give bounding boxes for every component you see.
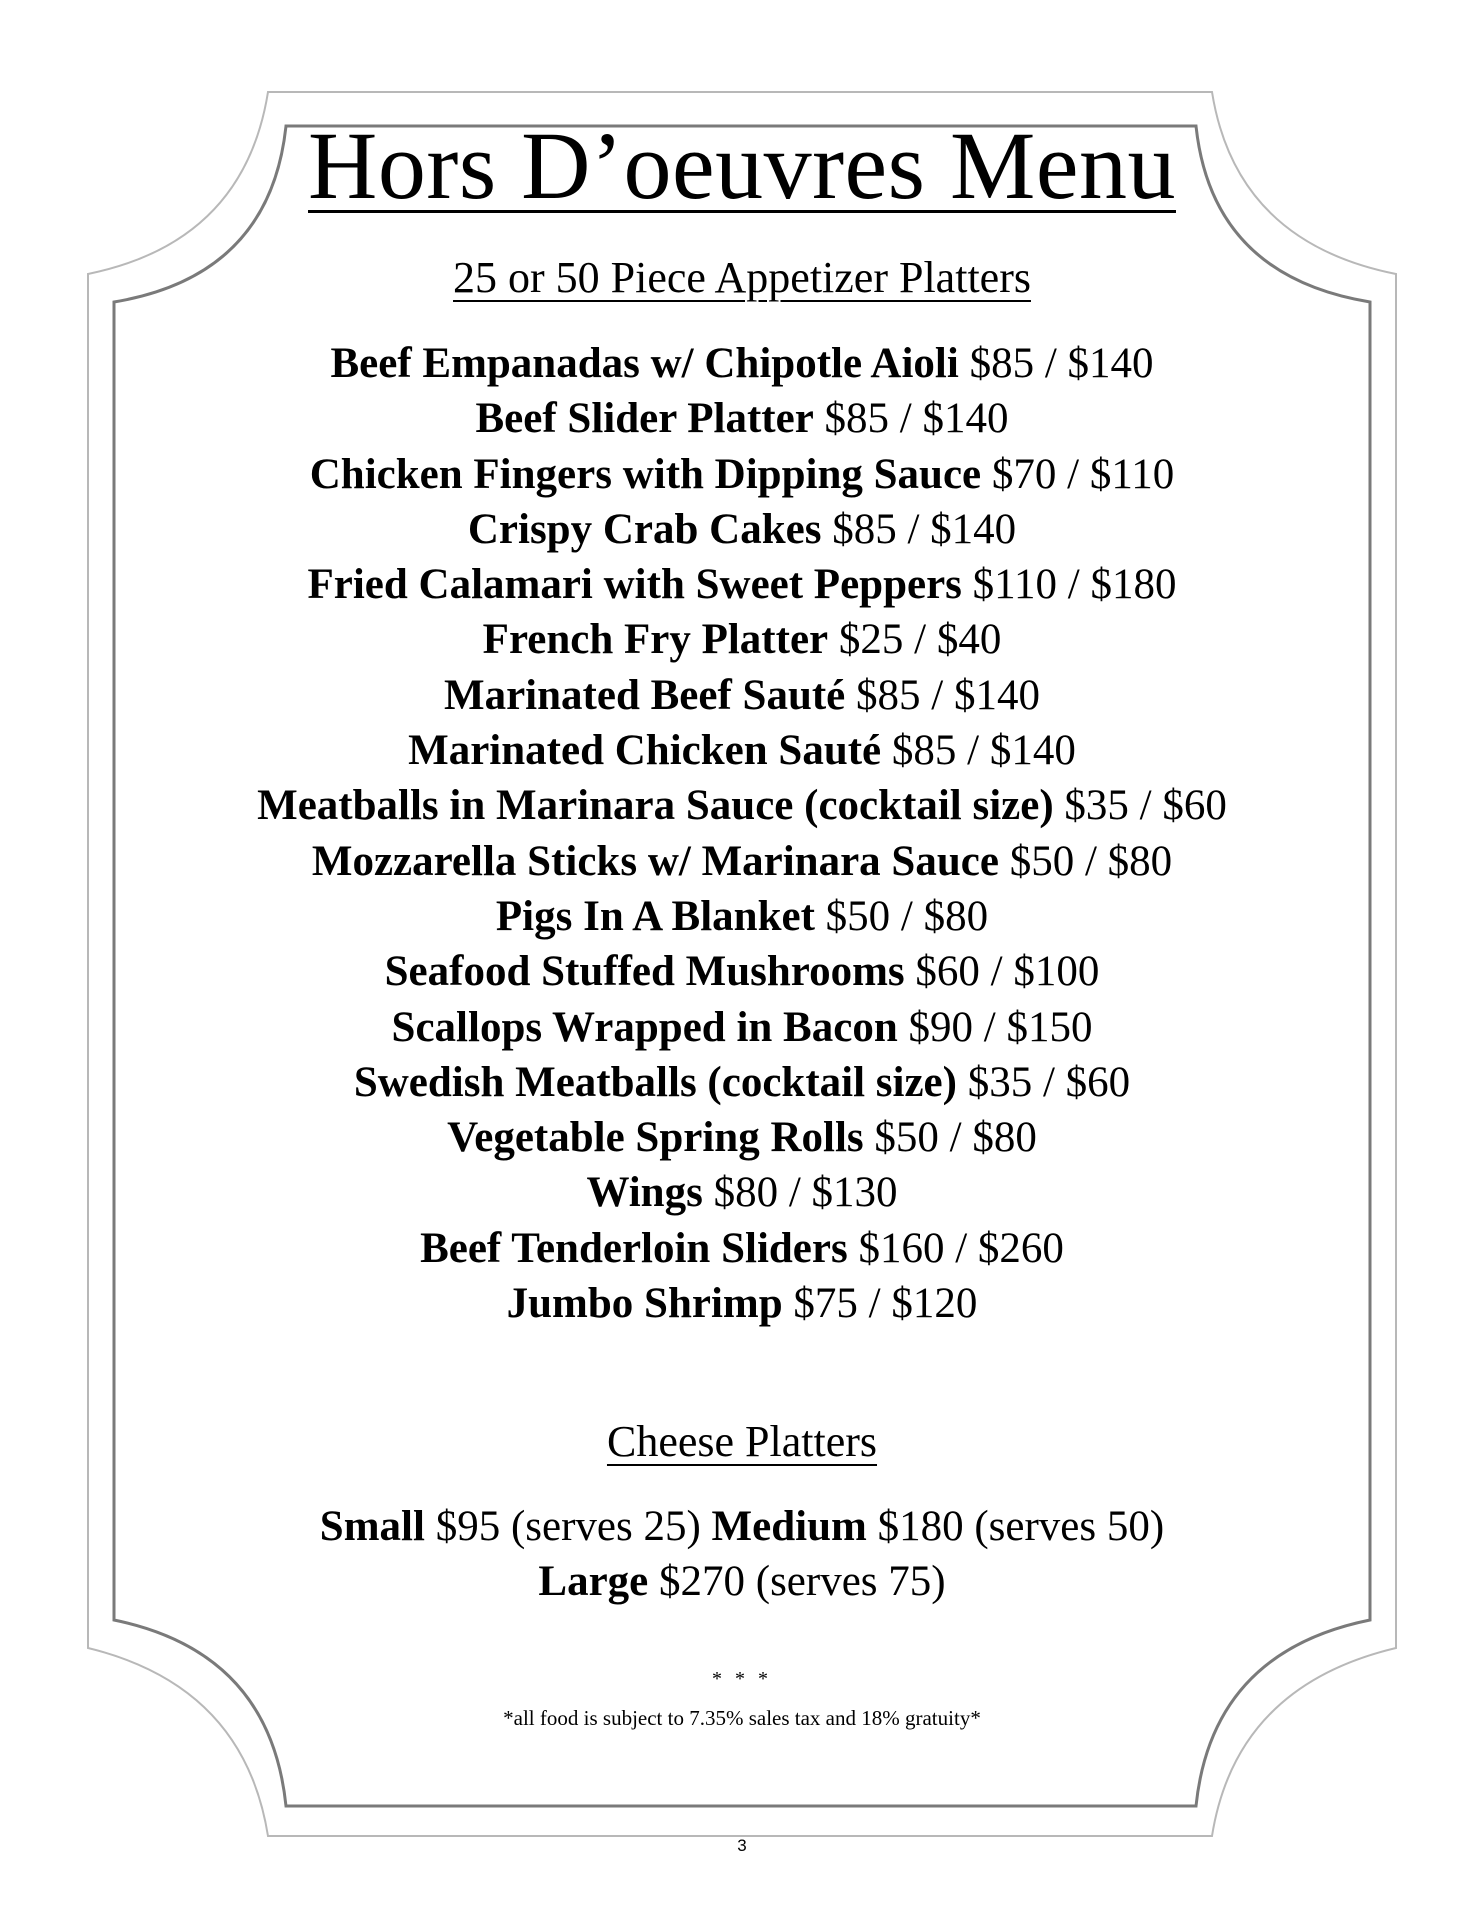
menu-item-price: $25 / $40 bbox=[838, 616, 1002, 664]
menu-item-price: $60 / $100 bbox=[915, 948, 1100, 996]
appetizer-menu-list bbox=[0, 336, 1484, 1331]
menu-item-name: Crispy Crab Cakes bbox=[467, 505, 822, 553]
menu-item bbox=[0, 447, 1484, 502]
menu-item-price: $50 / $80 bbox=[874, 1114, 1037, 1162]
cheese-small-label: Small bbox=[319, 1503, 425, 1550]
menu-item-price: $85 / $140 bbox=[969, 340, 1154, 387]
menu-item-price: $50 / $80 bbox=[1009, 837, 1173, 885]
menu-item bbox=[0, 723, 1484, 778]
menu-item-price: $75 / $120 bbox=[793, 1280, 978, 1328]
menu-item bbox=[0, 778, 1484, 833]
menu-item-price: $85 / $140 bbox=[824, 395, 1009, 443]
separator-stars: * * * bbox=[712, 1668, 772, 1690]
menu-item bbox=[0, 391, 1484, 446]
menu-item bbox=[0, 834, 1484, 889]
cheese-small-price: $95 (serves 25) bbox=[435, 1503, 701, 1550]
menu-item-name: Meatballs in Marinara Sauce (cocktail size) bbox=[257, 782, 1054, 830]
menu-item bbox=[0, 889, 1484, 944]
menu-item-name: Jumbo Shrimp bbox=[506, 1280, 783, 1328]
menu-item bbox=[0, 1276, 1484, 1331]
menu-item bbox=[0, 668, 1484, 723]
menu-item-name: Beef Empanadas w/ Chipotle Aioli bbox=[330, 340, 959, 387]
menu-item bbox=[0, 1000, 1484, 1055]
cheese-medium-label: Medium bbox=[711, 1503, 867, 1550]
appetizer-platters-heading: 25 or 50 Piece Appetizer Platters bbox=[453, 253, 1031, 302]
menu-item-name: Pigs In A Blanket bbox=[495, 892, 815, 940]
page-title-text: Hors D’oeuvres Menu bbox=[308, 112, 1176, 219]
menu-item-price: $80 / $130 bbox=[713, 1169, 898, 1217]
cheese-platters-heading: Cheese Platters bbox=[606, 1417, 878, 1466]
menu-item-name: Beef Tenderloin Sliders bbox=[420, 1224, 848, 1272]
menu-item bbox=[0, 944, 1484, 999]
tax-gratuity-footnote: *all food is subject to 7.35% sales tax and 18% gratuity* bbox=[503, 1706, 981, 1730]
cheese-large-label: Large bbox=[538, 1558, 649, 1605]
menu-item-name: Chicken Fingers with Dipping Sauce bbox=[309, 450, 982, 498]
menu-item-price: $50 / $80 bbox=[825, 892, 989, 940]
menu-item-name: Wings bbox=[586, 1169, 703, 1217]
page-title bbox=[0, 112, 1484, 219]
cheese-medium-price: $180 (serves 50) bbox=[877, 1503, 1165, 1550]
menu-item-name: Scallops Wrapped in Bacon bbox=[391, 1003, 898, 1051]
menu-item bbox=[0, 1165, 1484, 1220]
menu-item bbox=[0, 612, 1484, 667]
menu-item-price: $90 / $150 bbox=[908, 1003, 1093, 1051]
menu-item-name: Vegetable Spring Rolls bbox=[447, 1114, 864, 1162]
menu-item-price: $35 / $60 bbox=[1064, 782, 1227, 830]
menu-item-price: $70 / $110 bbox=[991, 450, 1175, 498]
menu-item bbox=[0, 557, 1484, 612]
menu-item-name: Seafood Stuffed Mushrooms bbox=[384, 948, 905, 996]
cheese-line-small-medium bbox=[0, 1505, 1484, 1548]
cheese-large-price: $270 (serves 75) bbox=[659, 1558, 946, 1605]
menu-item bbox=[0, 1110, 1484, 1165]
menu-item-price: $85 / $140 bbox=[856, 671, 1040, 719]
menu-item-price: $110 / $180 bbox=[972, 561, 1177, 609]
menu-item-name: Beef Slider Platter bbox=[475, 395, 814, 443]
menu-item-name: Mozzarella Sticks w/ Marinara Sauce bbox=[311, 837, 999, 885]
menu-item-price: $35 / $60 bbox=[967, 1058, 1131, 1106]
menu-item bbox=[0, 502, 1484, 557]
menu-item bbox=[0, 1221, 1484, 1276]
menu-item-name: Fried Calamari with Sweet Peppers bbox=[307, 561, 962, 609]
page-number: 3 bbox=[737, 1836, 747, 1855]
menu-item bbox=[0, 336, 1484, 391]
menu-item-price: $160 / $260 bbox=[858, 1224, 1064, 1272]
menu-item bbox=[0, 1055, 1484, 1110]
cheese-line-large bbox=[0, 1560, 1484, 1603]
menu-item-name: French Fry Platter bbox=[482, 616, 829, 664]
menu-item-name: Marinated Chicken Sauté bbox=[408, 727, 882, 775]
menu-item-price: $85 / $140 bbox=[832, 505, 1017, 553]
menu-item-name: Swedish Meatballs (cocktail size) bbox=[353, 1058, 957, 1106]
menu-item-price: $85 / $140 bbox=[891, 727, 1076, 775]
menu-item-name: Marinated Beef Sauté bbox=[444, 671, 846, 719]
